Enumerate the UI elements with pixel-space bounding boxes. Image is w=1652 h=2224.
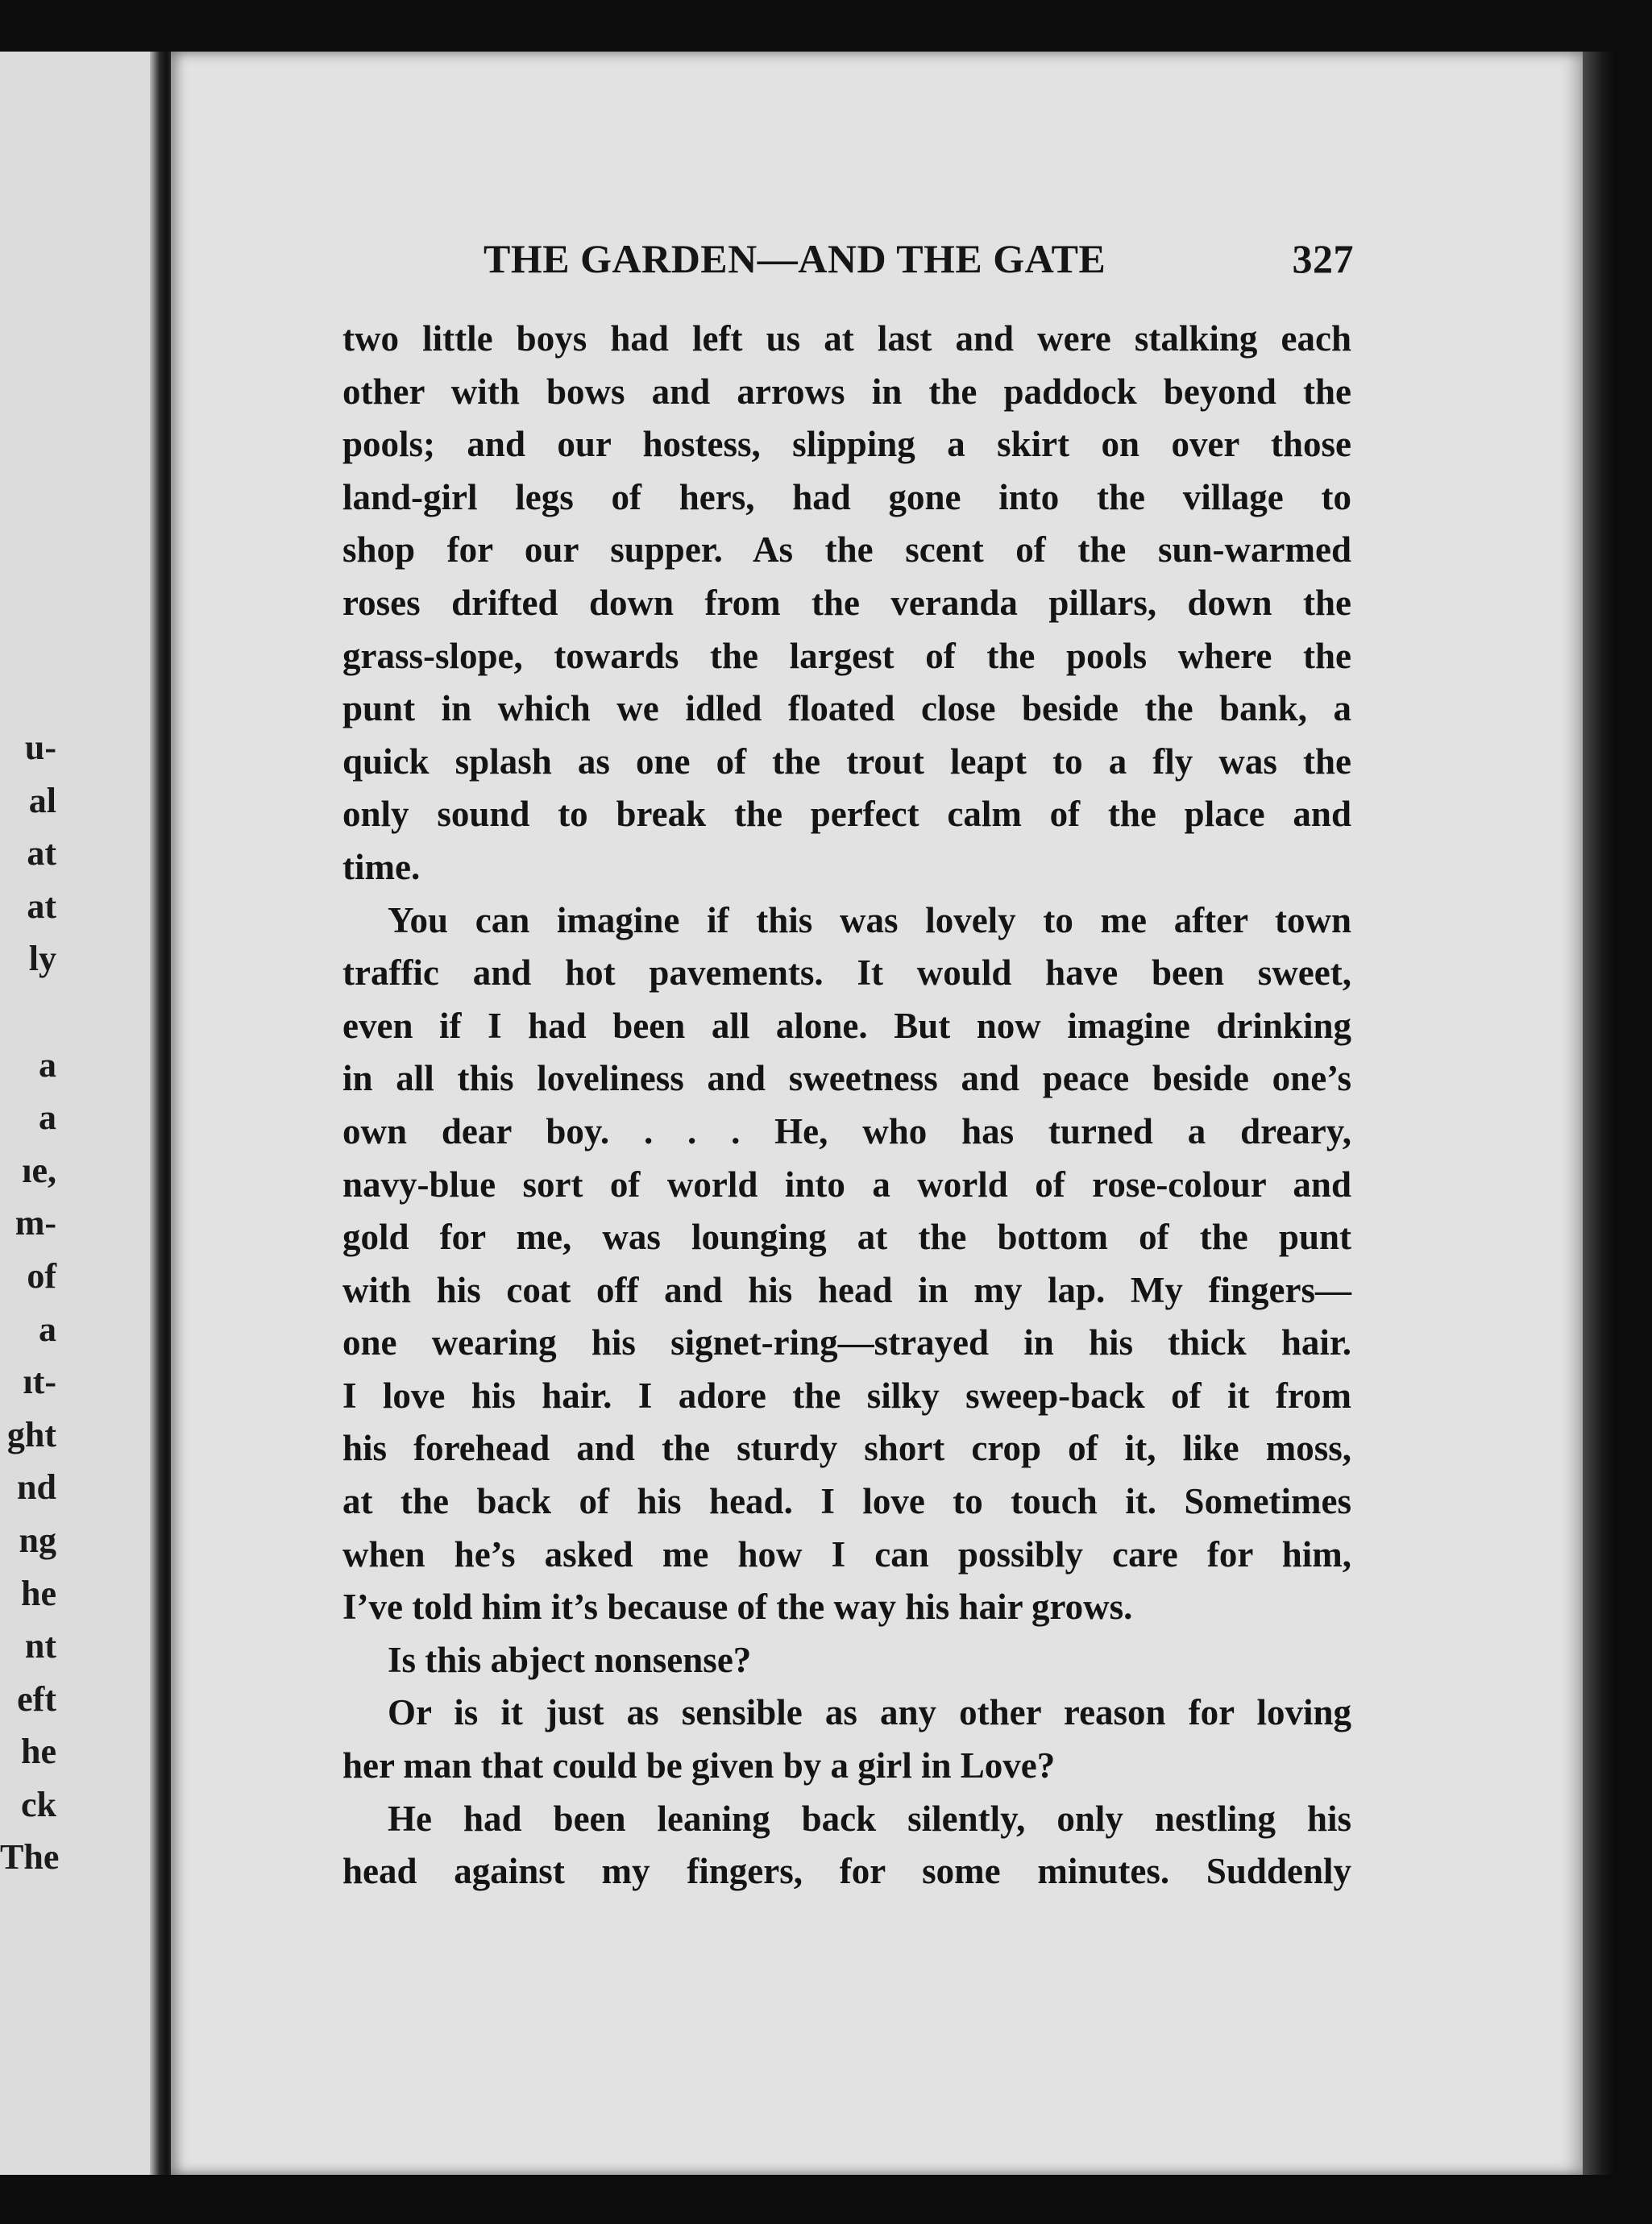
left-fragment: ly xyxy=(28,939,56,979)
text-line: at the back of his head. I love to touch it. Sometimes xyxy=(342,1481,1351,1522)
left-fragment: ght xyxy=(6,1414,56,1454)
text-line: other with bows and arrows in the paddock beyond the xyxy=(342,371,1351,412)
text-line: one wearing his signet-ring—strayed in his thick hair. xyxy=(342,1322,1351,1363)
left-fragment: m- xyxy=(15,1203,56,1243)
text-line: gold for me, was lounging at the bottom of the punt xyxy=(342,1217,1351,1258)
text-line: You can imagine if this was lovely to me after town xyxy=(388,899,1351,940)
running-title: THE GARDEN—AND THE GATE xyxy=(484,236,1106,281)
text-line: his forehead and the sturdy short crop of it, like moss, xyxy=(342,1428,1351,1469)
left-fragment: a xyxy=(39,1309,56,1349)
left-fragment: u- xyxy=(24,728,56,767)
text-line: her man that could be given by a girl in Love? xyxy=(342,1745,1056,1786)
left-fragment: ng xyxy=(19,1520,56,1560)
left-fragment: nd xyxy=(17,1467,56,1508)
left-fragment: at xyxy=(27,833,56,873)
left-fragment: ck xyxy=(21,1784,56,1824)
text-line: with his coat off and his head in my lap. My fingers— xyxy=(342,1269,1351,1310)
text-line: Or is it just as sensible as any other reason for loving xyxy=(388,1692,1351,1733)
text-line: in all this loveliness and sweetness and peace beside one’s xyxy=(342,1058,1351,1099)
left-fragment: ıe, xyxy=(22,1150,56,1190)
text-line: own dear boy. . . . He, who has turned a dreary, xyxy=(342,1110,1351,1151)
left-fragment xyxy=(0,985,56,1039)
text-line: traffic and hot pavements. It would have been sweet, xyxy=(342,952,1351,994)
page-number: 327 xyxy=(1292,236,1354,281)
left-fragment: nt xyxy=(24,1626,56,1666)
text-line: pools; and our hostess, slipping a skirt on over those xyxy=(342,424,1351,465)
text-line: even if I had been all alone. But now imagine drinking xyxy=(342,1005,1351,1046)
text-line: grass-slope, towards the largest of the pools where the xyxy=(342,635,1351,676)
left-fragment: a xyxy=(39,1097,56,1138)
text-line: quick splash as one of the trout leapt to a fly was the xyxy=(342,741,1351,782)
left-fragment: ıt- xyxy=(23,1362,56,1402)
text-line: land-girl legs of hers, had gone into the village to xyxy=(342,476,1351,517)
left-fragment: he xyxy=(21,1573,56,1613)
left-page-fragments xyxy=(0,721,60,1884)
left-fragment: The xyxy=(0,1837,60,1878)
text-line: roses drifted down from the veranda pillars, down the xyxy=(342,582,1351,623)
left-fragment: eft xyxy=(17,1678,56,1719)
text-line: I love his hair. I adore the silky sweep-back of it from xyxy=(342,1375,1351,1416)
text-line: punt in which we idled floated close beside the bank, a xyxy=(342,688,1351,729)
text-line: I’ve told him it’s because of the way his hair grows. xyxy=(342,1587,1133,1628)
text-line: when he’s asked me how I can possibly care for him, xyxy=(342,1533,1351,1575)
left-fragment: al xyxy=(28,780,56,820)
running-head xyxy=(484,227,1354,292)
left-fragment: at xyxy=(27,886,56,926)
left-fragment: he xyxy=(21,1732,56,1772)
text-line: only sound to break the perfect calm of the place and xyxy=(342,794,1351,835)
text-line: navy-blue sort of world into a world of rose-colour and xyxy=(342,1164,1351,1205)
left-fragment: of xyxy=(27,1255,56,1296)
left-fragment: a xyxy=(39,1044,56,1085)
text-line: two little boys had left us at last and were stalking each xyxy=(342,318,1351,359)
text-line: Is this abject nonsense? xyxy=(388,1639,752,1680)
page-right-edge xyxy=(1583,52,1615,2175)
body-text xyxy=(342,313,1351,1898)
text-line: He had been leaning back silently, only nestling his xyxy=(388,1798,1351,1839)
text-line: head against my fingers, for some minutes. Suddenly xyxy=(342,1851,1351,1892)
text-line: shop for our supper. As the scent of the sun-warmed xyxy=(342,529,1351,571)
text-line: time. xyxy=(342,846,421,887)
